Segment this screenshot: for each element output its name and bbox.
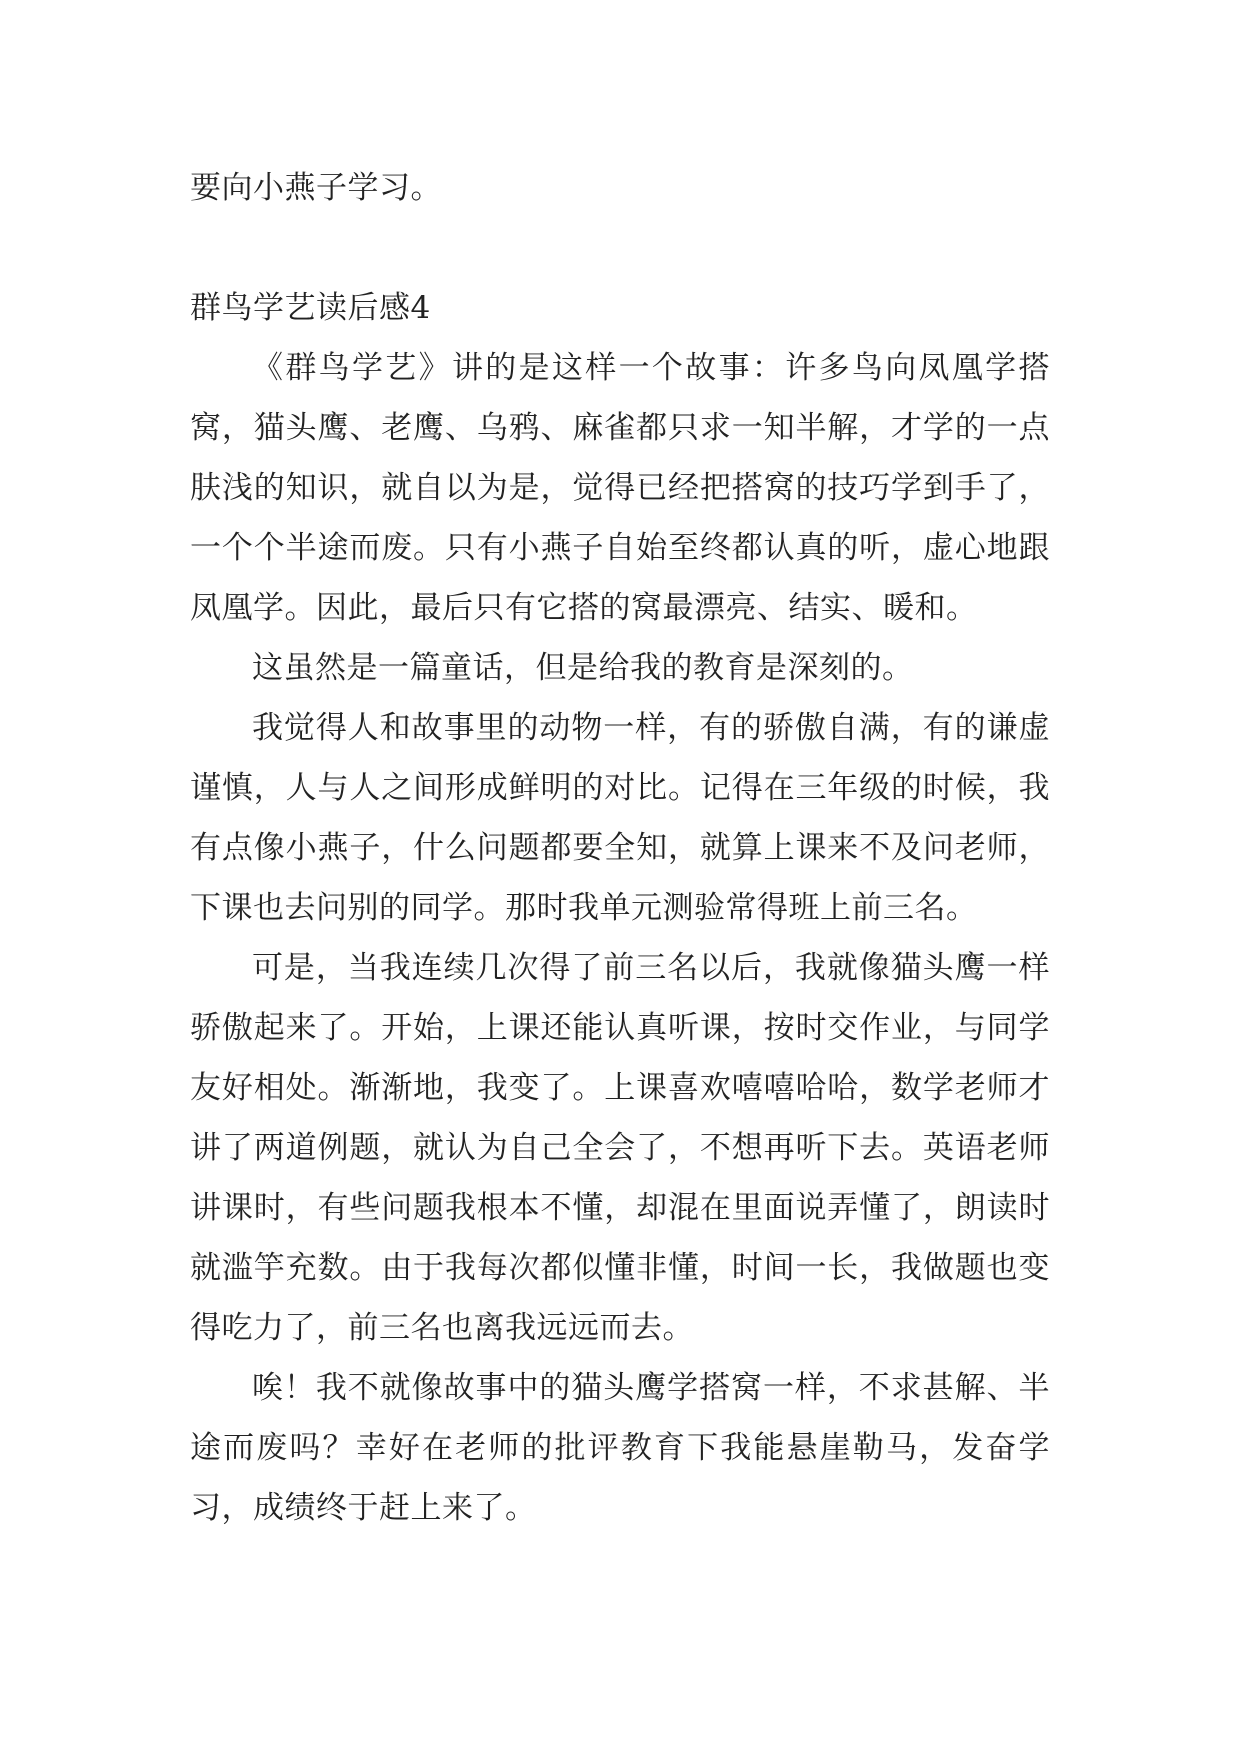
paragraph-reflection: 唉！我不就像故事中的猫头鹰学搭窝一样，不求甚解、半途而废吗？幸好在老师的批评教育下我能悬崖勒马，发奋学习，成绩终于赶上来了。 bbox=[190, 1370, 1050, 1526]
paragraph-personal-comparison: 我觉得人和故事里的动物一样，有的骄傲自满，有的谦虚谨慎，人与人之间形成鲜明的对比。记得在三年级的时候，我有点像小燕子，什么问题都要全知，就算上课来不及问老师，下课也去问别的同学。那时我单元测验常得班上前三名。 bbox=[190, 710, 1050, 926]
section-title: 群鸟学艺读后感4 bbox=[190, 290, 431, 326]
paragraph-arrogance: 可是，当我连续几次得了前三名以后，我就像猫头鹰一样骄傲起来了。开始，上课还能认真听课，按时交作业，与同学友好相处。渐渐地，我变了。上课喜欢嘻嘻哈哈，数学老师才讲了两道例题，就认为自己全会了，不想再听下去。英语老师讲课时，有些问题我根本不懂，却混在里面说弄懂了，朗读时就滥竽充数。由于我每次都似懂非懂，时间一长，我做题也变得吃力了，前三名也离我远远而去。 bbox=[190, 950, 1050, 1346]
lead-line: 要向小燕子学习。 bbox=[190, 170, 442, 206]
paragraph-story-summary: 《群鸟学艺》讲的是这样一个故事：许多鸟向凤凰学搭窝，猫头鹰、老鹰、乌鸦、麻雀都只求一知半解，才学的一点肤浅的知识，就自以为是，觉得已经把搭窝的技巧学到手了，一个个半途而废。只有小燕子自始至终都认真的听，虚心地跟凤凰学。因此，最后只有它搭的窝最漂亮、结实、暖和。 bbox=[190, 350, 1050, 626]
paragraph-lesson: 这虽然是一篇童话，但是给我的教育是深刻的。 bbox=[252, 650, 914, 686]
body-text bbox=[190, 338, 1050, 1538]
